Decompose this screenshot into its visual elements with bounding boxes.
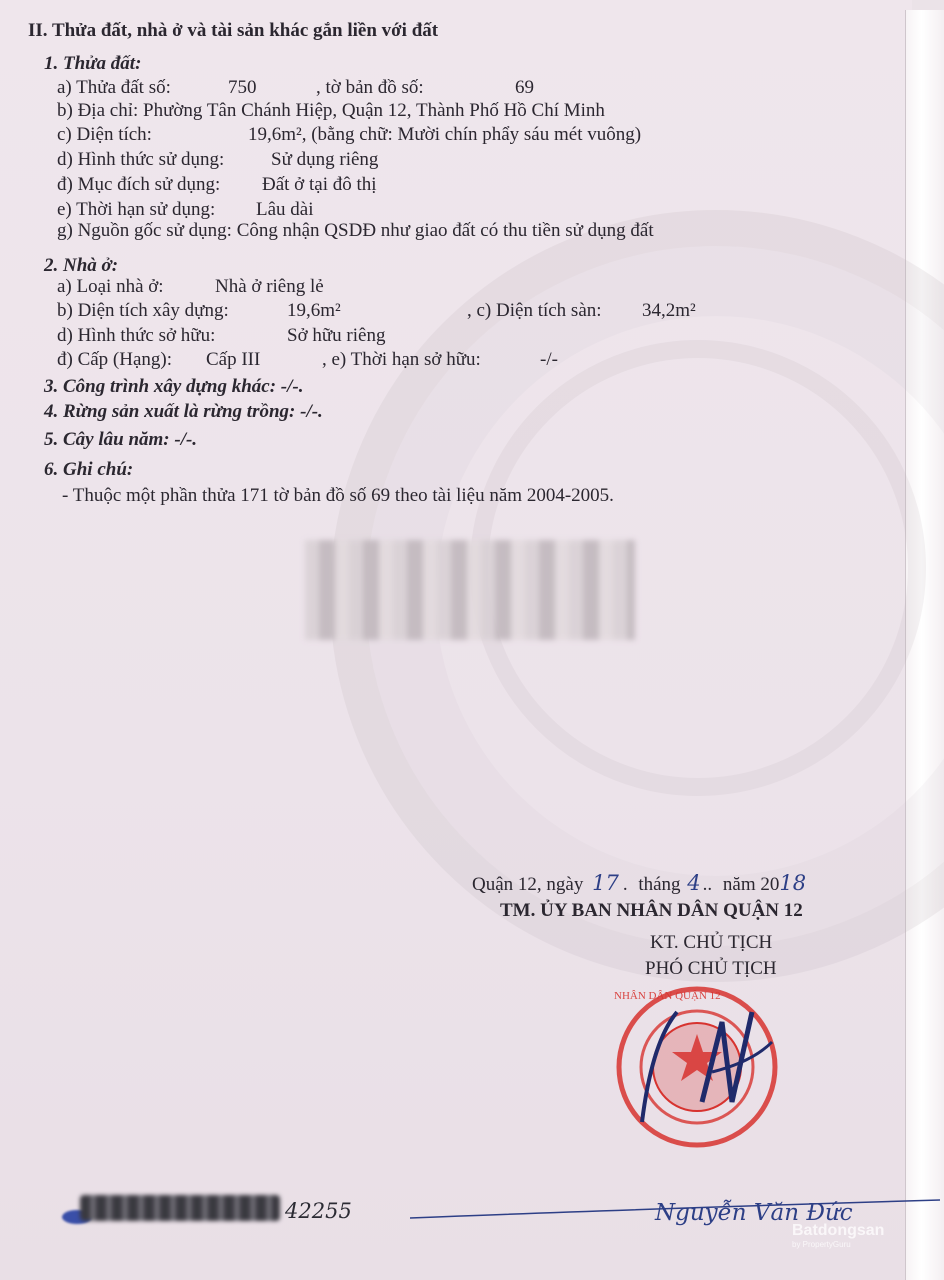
perennial-trees: 5. Cây lâu năm: -/-. <box>44 429 198 450</box>
date-month-label: tháng <box>638 874 681 895</box>
date-year: 18 <box>779 871 807 895</box>
area-label: c) Diện tích: <box>57 124 152 145</box>
signer-position: PHÓ CHỦ TỊCH <box>645 958 777 979</box>
watermark <box>792 1222 884 1249</box>
redacted-serial <box>80 1195 280 1221</box>
land-heading: 1. Thửa đất: <box>44 53 142 74</box>
on-behalf-title: KT. CHỦ TỊCH <box>650 932 773 953</box>
date-prefix: Quận 12, ngày <box>472 874 584 895</box>
ownership-term-value: -/- <box>540 349 558 370</box>
built-area-value: 19,6m² <box>287 300 341 321</box>
house-type-value: Nhà ở riêng lẻ <box>215 276 324 297</box>
watermark-sub: by PropertyGuru <box>792 1240 851 1249</box>
section-title: II. Thửa đất, nhà ở và tài sản khác gắn liền với đất <box>28 20 439 41</box>
ownership-form-label: d) Hình thức sở hữu: <box>57 325 216 346</box>
purpose-value: Đất ở tại đô thị <box>262 174 377 195</box>
serial-number-tail: 42255 <box>285 1199 352 1223</box>
signer-name: Nguyễn Văn Đức <box>655 1200 853 1226</box>
issuing-authority: TM. ỦY BAN NHÂN DÂN QUẬN 12 <box>500 900 803 921</box>
date-line: Quận 12, ngày 17 . tháng 4 .. năm 2018 <box>472 871 807 895</box>
grade-label: đ) Cấp (Hạng): <box>57 349 173 370</box>
floor-area-label: , c) Diện tích sàn: <box>467 300 602 321</box>
other-works: 3. Công trình xây dựng khác: -/-. <box>44 376 304 397</box>
date-day: 17 <box>592 871 619 895</box>
redacted-area <box>305 540 635 640</box>
term-label: e) Thời hạn sử dụng: <box>57 199 216 220</box>
ownership-term-label: , e) Thời hạn sở hữu: <box>322 349 481 370</box>
use-form-label: d) Hình thức sử dụng: <box>57 149 225 170</box>
land-address: b) Địa chỉ: Phường Tân Chánh Hiệp, Quận 12, Thành Phố Hồ Chí Minh <box>57 100 605 121</box>
date-month: 4 <box>687 871 701 895</box>
ownership-form-value: Sở hữu riêng <box>287 325 386 346</box>
use-form-value: Sử dụng riêng <box>271 149 379 170</box>
date-year-label: năm 20 <box>722 874 780 895</box>
purpose-label: đ) Mục đích sử dụng: <box>57 174 221 195</box>
note-item: - Thuộc một phần thửa 171 tờ bản đồ số 69 theo tài liệu năm 2004-2005. <box>62 485 614 506</box>
seal-text: NHÂN DÂN QUẬN 12 <box>614 990 721 1002</box>
house-heading: 2. Nhà ở: <box>44 255 119 276</box>
land-origin: g) Nguồn gốc sử dụng: Công nhận QSDĐ như giao đất có thu tiền sử dụng đất <box>57 220 654 241</box>
map-sheet-label: , tờ bản đồ số: <box>316 77 424 98</box>
parcel-label: a) Thửa đất số: <box>57 77 171 98</box>
term-value: Lâu dài <box>256 199 314 220</box>
floor-area-value: 34,2m² <box>642 300 696 321</box>
watermark-brand: Batdongsan <box>792 1222 885 1239</box>
area-value: 19,6m², (bằng chữ: Mười chín phẩy sáu mét vuông) <box>248 124 642 145</box>
house-type-label: a) Loại nhà ở: <box>57 276 164 297</box>
parcel-number: 750 <box>228 77 257 98</box>
notes-heading: 6. Ghi chú: <box>44 459 134 480</box>
red-seal <box>612 982 782 1152</box>
built-area-label: b) Diện tích xây dựng: <box>57 300 229 321</box>
map-sheet-number: 69 <box>515 77 534 98</box>
grade-value: Cấp III <box>206 349 261 370</box>
production-forest: 4. Rừng sản xuất là rừng trồng: -/-. <box>44 401 323 422</box>
